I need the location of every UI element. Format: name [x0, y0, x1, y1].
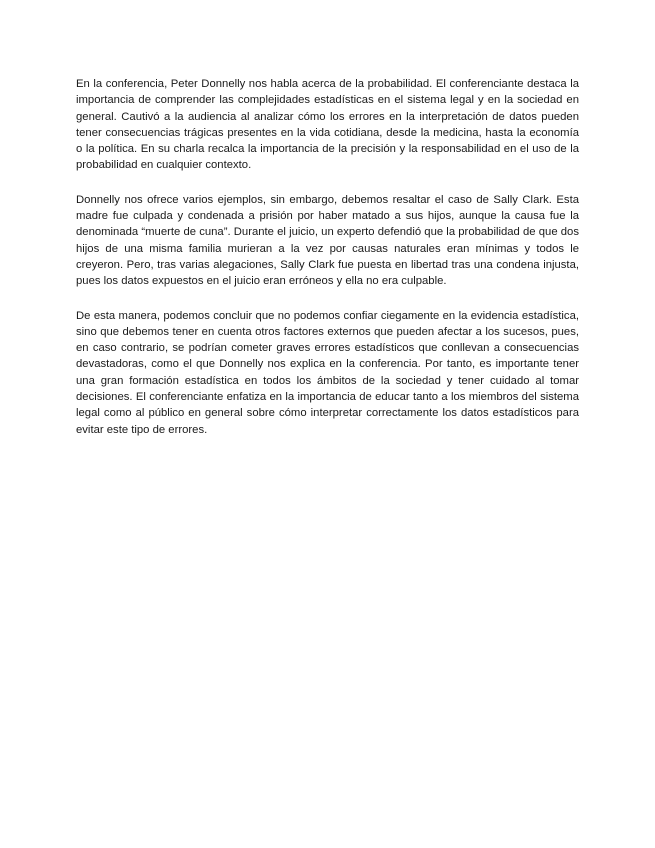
- paragraph-3: De esta manera, podemos concluir que no podemos confiar ciegamente en la evidencia estadística, sino que debemos tener en cuenta otros factores externos que pueden afectar a los sucesos, pues, en caso contrario, se podrían cometer graves errores estadísticos que conllevan a consecuencias devastadoras, como el que Donnelly nos explica en la conferencia. Por tanto, es importante tener una gran formación estadística en todos los ámbitos de la sociedad y tener cuidado al tomar decisiones. El conferenciante enfatiza en la importancia de educar tanto a los miembros del sistema legal como al público en general sobre cómo interpretar correctamente los datos estadísticos para evitar este tipo de errores.: [76, 309, 579, 436]
- document-body: [76, 76, 579, 456]
- paragraph-2: Donnelly nos ofrece varios ejemplos, sin embargo, debemos resaltar el caso de Sally Clark. Esta madre fue culpada y condenada a prisión por haber matado a sus hijos, aunque la causa fue la denominada “muerte de cuna”. Durante el juicio, un experto defendió que la probabilidad de que dos hijos de una misma familia murieran a la vez por causas naturales eran mínimas y todos le creyeron. Pero, tras varias alegaciones, Sally Clark fue puesta en libertad tras una condena injusta, pues los datos expuestos en el juicio eran erróneos y ella no era culpable.: [76, 193, 579, 288]
- paragraph-1: En la conferencia, Peter Donnelly nos habla acerca de la probabilidad. El conferenciante destaca la importancia de comprender las complejidades estadísticas en el sistema legal y en la sociedad en general. Cautivó a la audiencia al analizar cómo los errores en la interpretación de datos pueden tener consecuencias trágicas presentes en la vida cotidiana, desde la medicina, hasta la economía o la política. En su charla recalca la importancia de la precisión y la responsabilidad en el uso de la probabilidad en cualquier contexto.: [76, 78, 579, 172]
